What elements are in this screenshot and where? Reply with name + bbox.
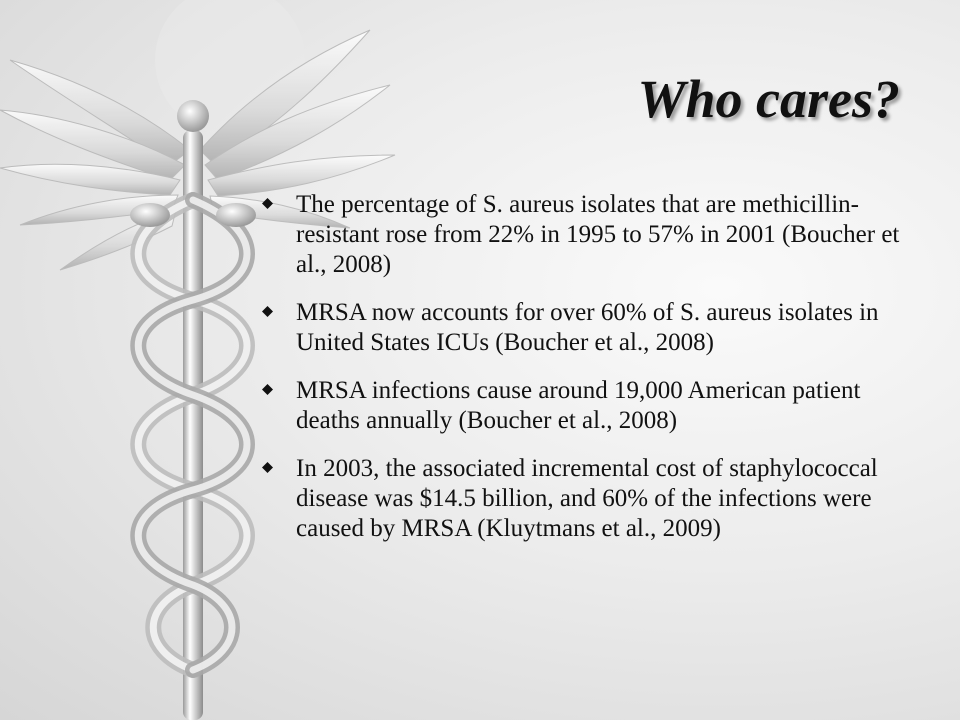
bullet-text: MRSA infections cause around 19,000 American patient deaths annually (Boucher et al., 2008) [296,377,861,434]
bullet-list [262,190,922,562]
diamond-bullet-icon [262,384,273,395]
list-item [262,298,922,358]
diamond-bullet-icon [262,198,273,209]
diamond-bullet-icon [262,462,273,473]
slide-title: Who cares? [637,69,900,129]
list-item [262,376,922,436]
bullet-text: In 2003, the associated incremental cost of staphylococcal disease was $14.5 billion, and 60% of the infections were caused by MRSA (Kluytmans et al., 2009) [296,455,878,542]
list-item [262,454,922,544]
diamond-bullet-icon [262,306,273,317]
bullet-text: MRSA now accounts for over 60% of S. aureus isolates in United States ICUs (Boucher et al., 2008) [296,299,879,356]
bullet-text: The percentage of S. aureus isolates that are methicillin-resistant rose from 22% in 1995 to 57% in 2001 (Boucher et al., 2008) [296,191,900,278]
list-item [262,190,922,280]
